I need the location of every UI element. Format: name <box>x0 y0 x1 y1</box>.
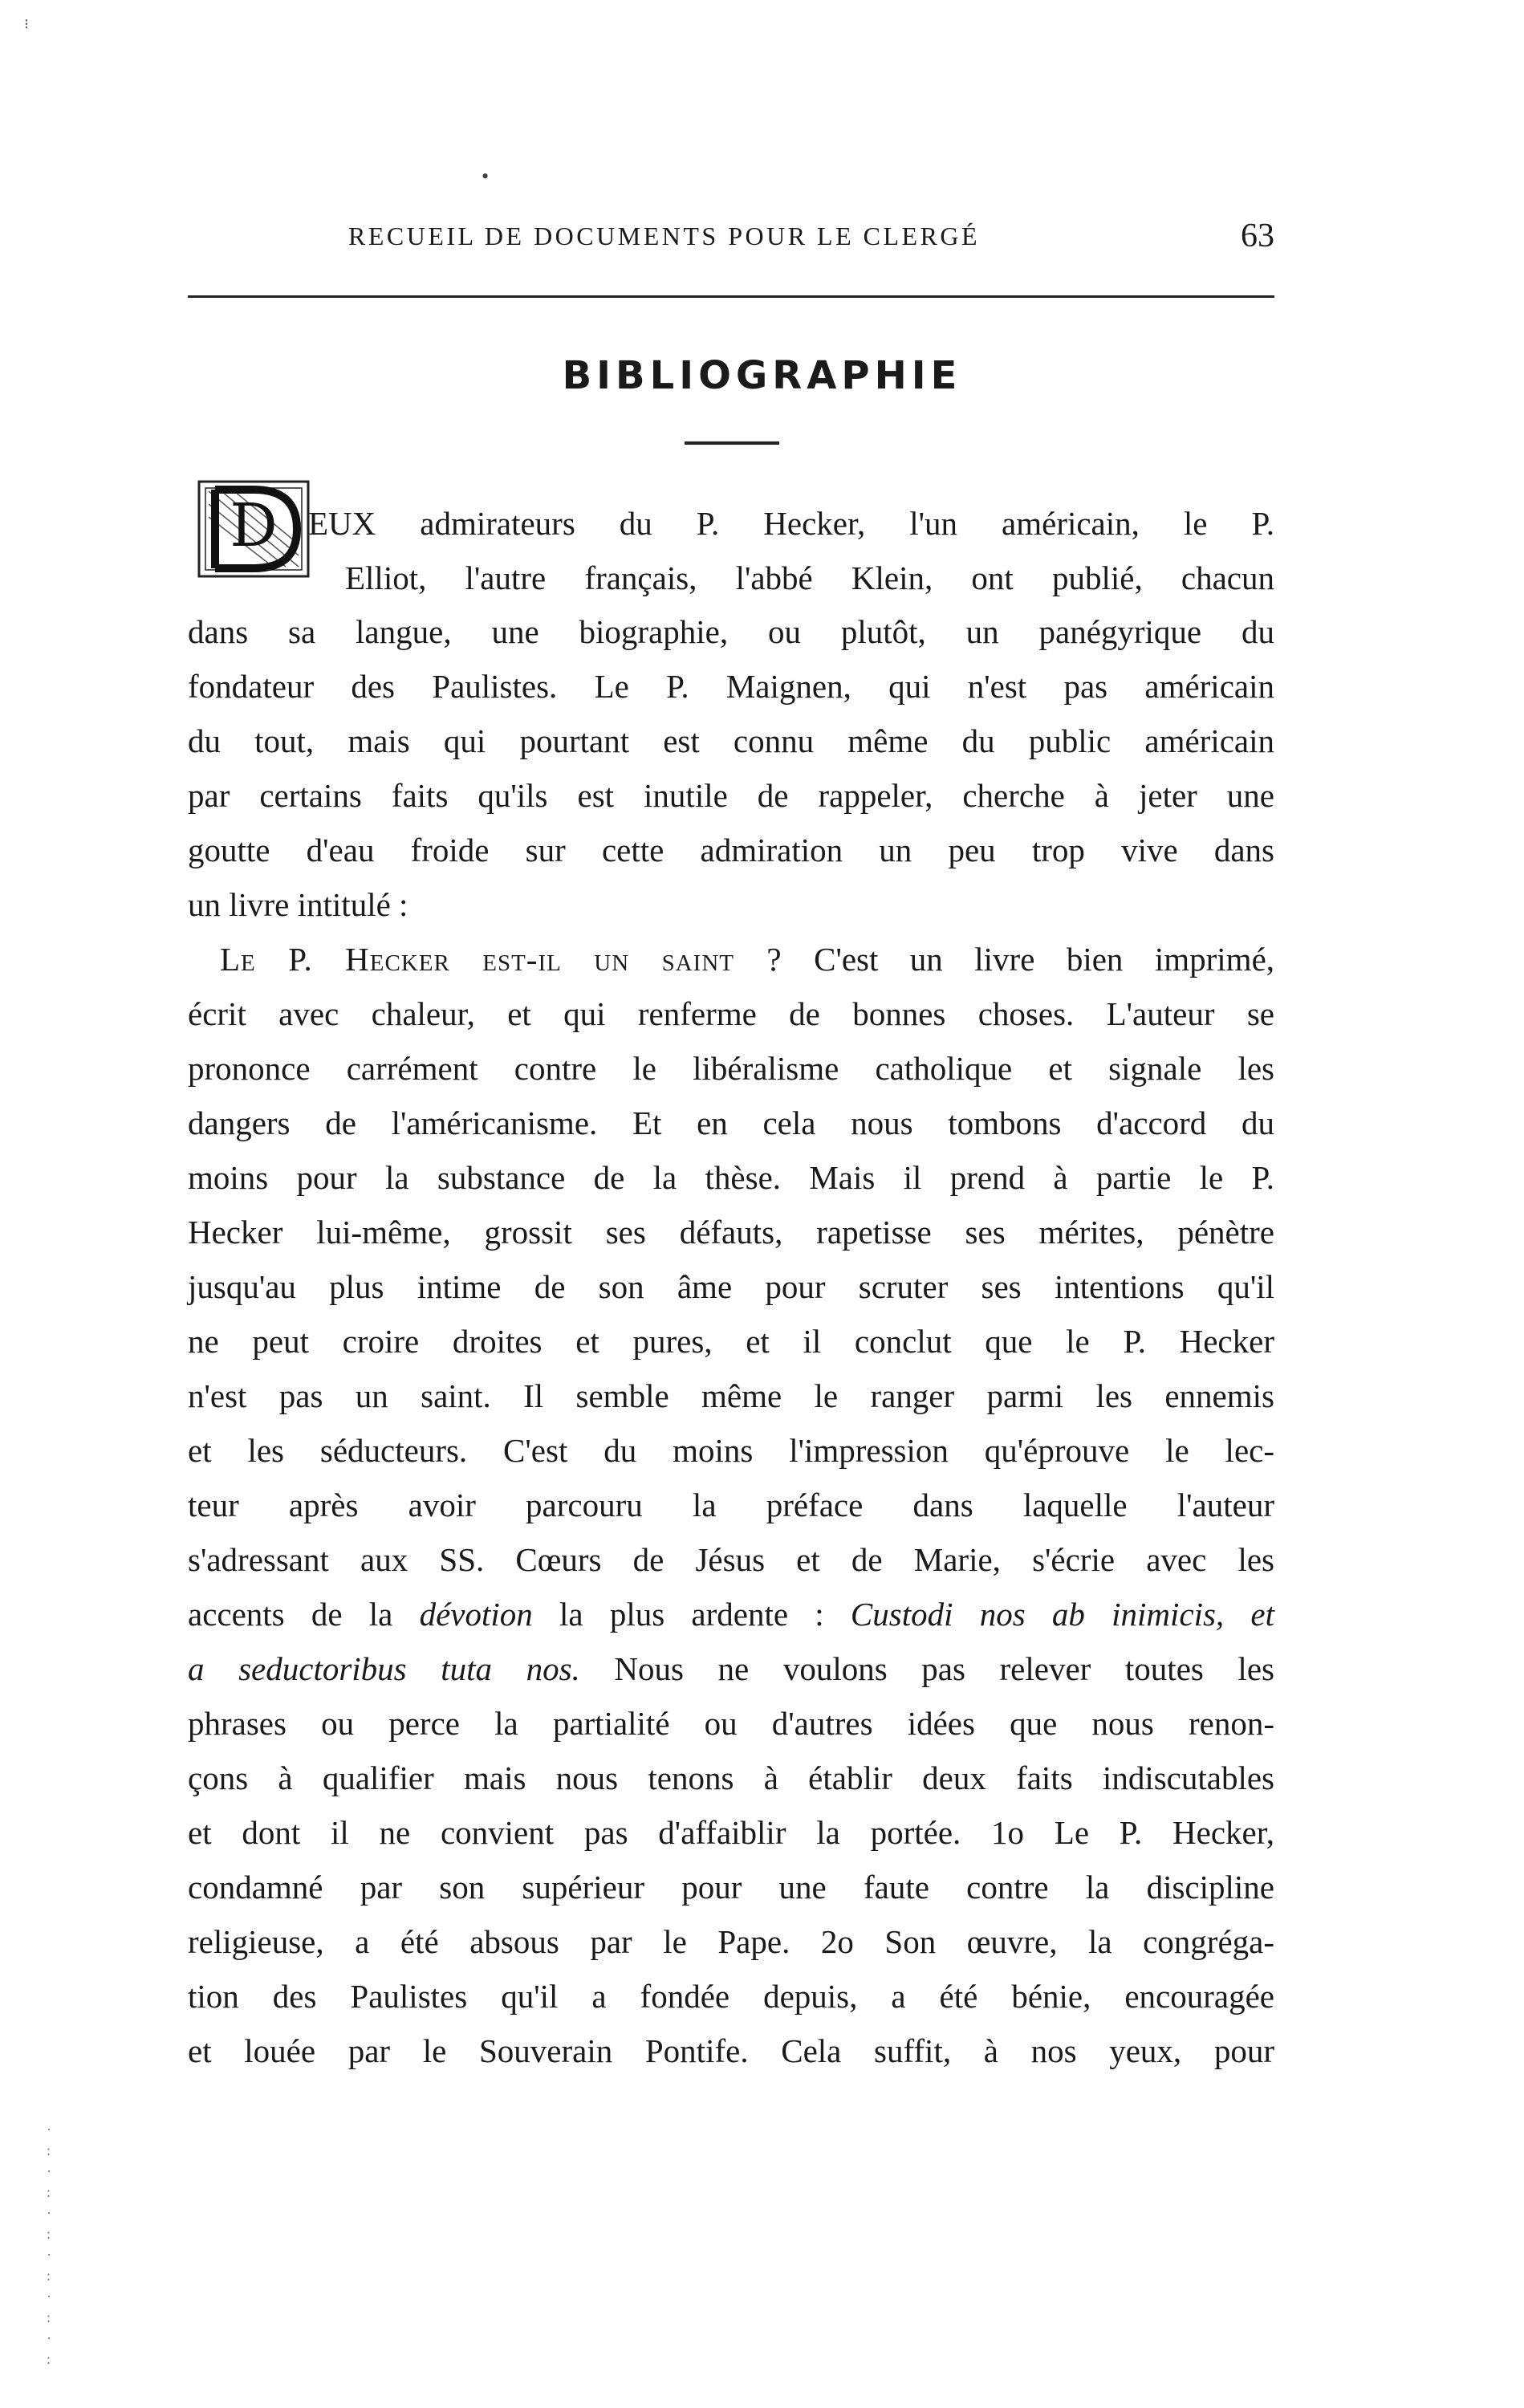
text-line: Elliot, l'autre français, l'abbé Klein, ont publié, chacun <box>345 559 1274 596</box>
text-line: goutte d'eau froide sur cette admiration un peu trop vive dans <box>188 832 1274 868</box>
margin-dots: · : · : · : · : · : · : <box>47 2121 51 2367</box>
title-rule <box>685 441 779 445</box>
drop-cap-ornament <box>197 480 310 578</box>
text-line: un livre intitulé : <box>188 886 408 923</box>
text-line: moins pour la substance de la thèse. Mais il prend à partie le P. <box>188 1159 1274 1196</box>
ink-speck: • <box>482 165 490 188</box>
text-line: et dont il ne convient pas d'affaiblir la portée. 1o Le P. Hecker, <box>188 1814 1274 1851</box>
text-line: prononce carrément contre le libéralisme catholique et signale les <box>188 1050 1274 1087</box>
text-line: fondateur des Paulistes. Le P. Maignen, qui n'est pas américain <box>188 668 1274 705</box>
text-line <box>188 1645 1274 1693</box>
text-line: ne peut croire droites et pures, et il conclut que le P. Hecker <box>188 1323 1274 1360</box>
text-line: et louée par le Souverain Pontife. Cela suffit, à nos yeux, pour <box>188 2032 1274 2069</box>
text-line: n'est pas un saint. Il semble même le ranger parmi les ennemis <box>188 1377 1274 1414</box>
text-line <box>188 935 1274 983</box>
header-rule <box>188 295 1274 298</box>
text-line: jusqu'au plus intime de son âme pour scruter ses intentions qu'il <box>188 1268 1274 1305</box>
text-line: dans sa langue, une biographie, ou plutôt, un panégyrique du <box>188 613 1274 650</box>
text-run: la plus ardente : <box>532 1596 851 1633</box>
text-line: Hecker lui-même, grossit ses défauts, rapetisse ses mérites, pénètre <box>188 1214 1274 1251</box>
text-run: accents de la <box>188 1596 420 1633</box>
running-head <box>348 217 1274 265</box>
running-title: RECUEIL DE DOCUMENTS POUR LE CLERGÉ <box>348 222 981 250</box>
text-line: et les séducteurs. C'est du moins l'impression qu'éprouve le lec- <box>188 1432 1274 1469</box>
text-line: dangers de l'américanisme. Et en cela nous tombons d'accord du <box>188 1104 1274 1141</box>
drop-cap-letter: D <box>230 491 278 560</box>
text-line: religieuse, a été absous par le Pape. 2o Son œuvre, la congréga- <box>188 1923 1274 1960</box>
text-line: çons à qualifier mais nous tenons à établir deux faits indiscutables <box>188 1759 1274 1796</box>
text-line: du tout, mais qui pourtant est connu même du public américain <box>188 722 1274 759</box>
latin-quote: Custodi nos ab inimicis, et <box>850 1596 1274 1633</box>
page-number: 63 <box>1241 218 1274 254</box>
text-line: s'adressant aux SS. Cœurs de Jésus et de Marie, s'écrie avec les <box>188 1541 1274 1578</box>
book-title: Le P. Hecker est-il un saint ? <box>220 941 782 978</box>
text-line: teur après avoir parcouru la préface dans laquelle l'auteur <box>188 1487 1274 1523</box>
margin-mark: ⁝ <box>24 16 29 32</box>
latin-quote: a seductoribus tuta nos. <box>188 1650 580 1687</box>
italic-word: dévotion <box>419 1596 533 1633</box>
section-title: BIBLIOGRAPHIE <box>562 353 962 398</box>
text-run: Nous ne voulons pas relever toutes les <box>579 1650 1274 1687</box>
text-line: condamné par son supérieur pour une faute contre la discipline <box>188 1869 1274 1906</box>
text-line: écrit avec chaleur, et qui renferme de bonnes choses. L'auteur se <box>188 995 1274 1032</box>
text-line <box>188 1590 1274 1638</box>
text-run: C'est un livre bien imprimé, <box>814 941 1275 978</box>
text-line: phrases ou perce la partialité ou d'autres idées que nous renon- <box>188 1705 1274 1742</box>
text-line: par certains faits qu'ils est inutile de rappeler, cherche à jeter une <box>188 777 1274 814</box>
text-line: tion des Paulistes qu'il a fondée depuis, a été bénie, encouragée <box>188 1978 1274 2015</box>
text-line: EUX admirateurs du P. Hecker, l'un américain, le P. <box>308 505 1274 542</box>
